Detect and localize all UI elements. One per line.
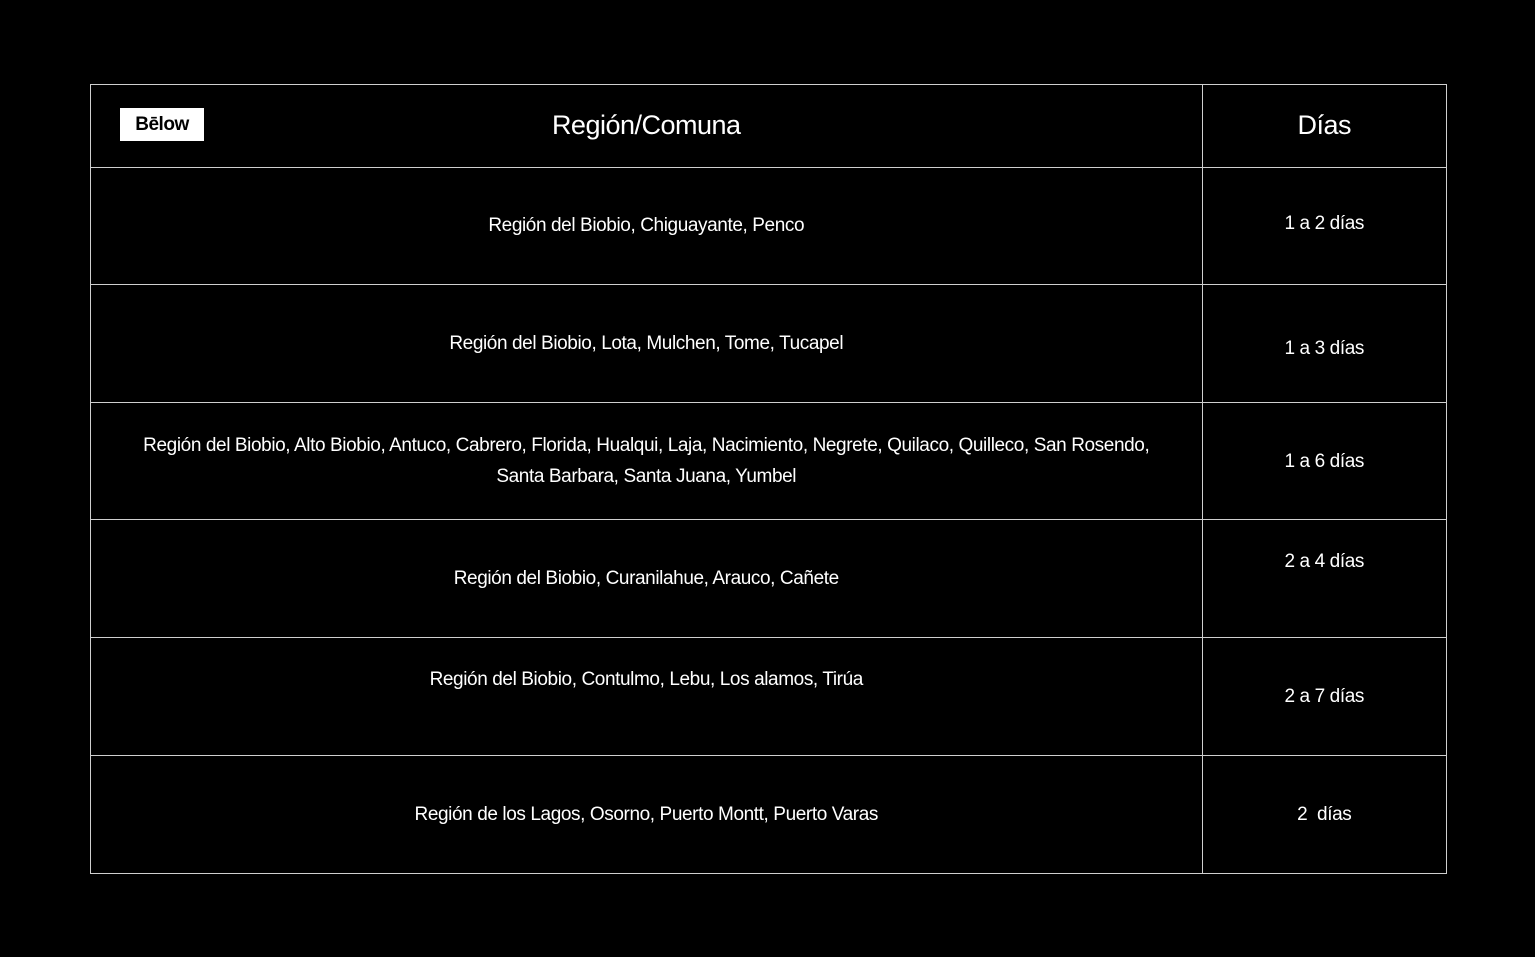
region-cell (91, 520, 1202, 638)
table-header-row (91, 85, 1446, 167)
region-text: Región del Biobio, Lota, Mulchen, Tome, Tucapel (449, 332, 844, 354)
days-text: 2 a 4 días (1284, 551, 1364, 573)
days-cell (1202, 638, 1446, 756)
brand-logo: Bēlow (120, 108, 204, 141)
table-row (91, 402, 1446, 520)
days-header-cell (1202, 85, 1446, 167)
days-text: 1 a 2 días (1284, 213, 1364, 235)
region-text: Región del Biobio, Alto Biobio, Antuco, Cabrero, Florida, Hualqui, Laja, Nacimiento, Negrete, Quilaco, Quilleco, San Rosendo, Santa Barbara, Santa Juana, Yumbel (143, 435, 1150, 488)
days-cell (1202, 402, 1446, 520)
days-text: 1 a 6 días (1284, 450, 1364, 472)
region-cell (91, 285, 1202, 403)
shipping-table (91, 85, 1446, 873)
days-cell (1202, 520, 1446, 638)
region-cell (91, 638, 1202, 756)
days-cell (1202, 285, 1446, 403)
region-text: Región del Biobio, Curanilahue, Arauco, Cañete (453, 568, 839, 590)
table-row (91, 520, 1446, 638)
days-column-header: Días (1297, 110, 1352, 141)
days-text: 2 a 7 días (1284, 685, 1364, 707)
days-text: 2 días (1297, 803, 1352, 825)
days-cell (1202, 755, 1446, 873)
region-column-header: Región/Comuna (551, 110, 741, 141)
table-row (91, 285, 1446, 403)
region-header-cell (91, 85, 1202, 167)
table-row (91, 638, 1446, 756)
region-cell (91, 755, 1202, 873)
days-cell (1202, 167, 1446, 285)
table-row (91, 167, 1446, 285)
region-cell (91, 402, 1202, 520)
table-row (91, 755, 1446, 873)
shipping-times-table (90, 84, 1447, 874)
days-text: 1 a 3 días (1284, 337, 1364, 359)
region-cell (91, 167, 1202, 285)
region-text: Región del Biobio, Contulmo, Lebu, Los alamos, Tirúa (429, 668, 863, 690)
region-text: Región de los Lagos, Osorno, Puerto Montt, Puerto Varas (414, 803, 878, 825)
region-text: Región del Biobio, Chiguayante, Penco (488, 215, 805, 237)
